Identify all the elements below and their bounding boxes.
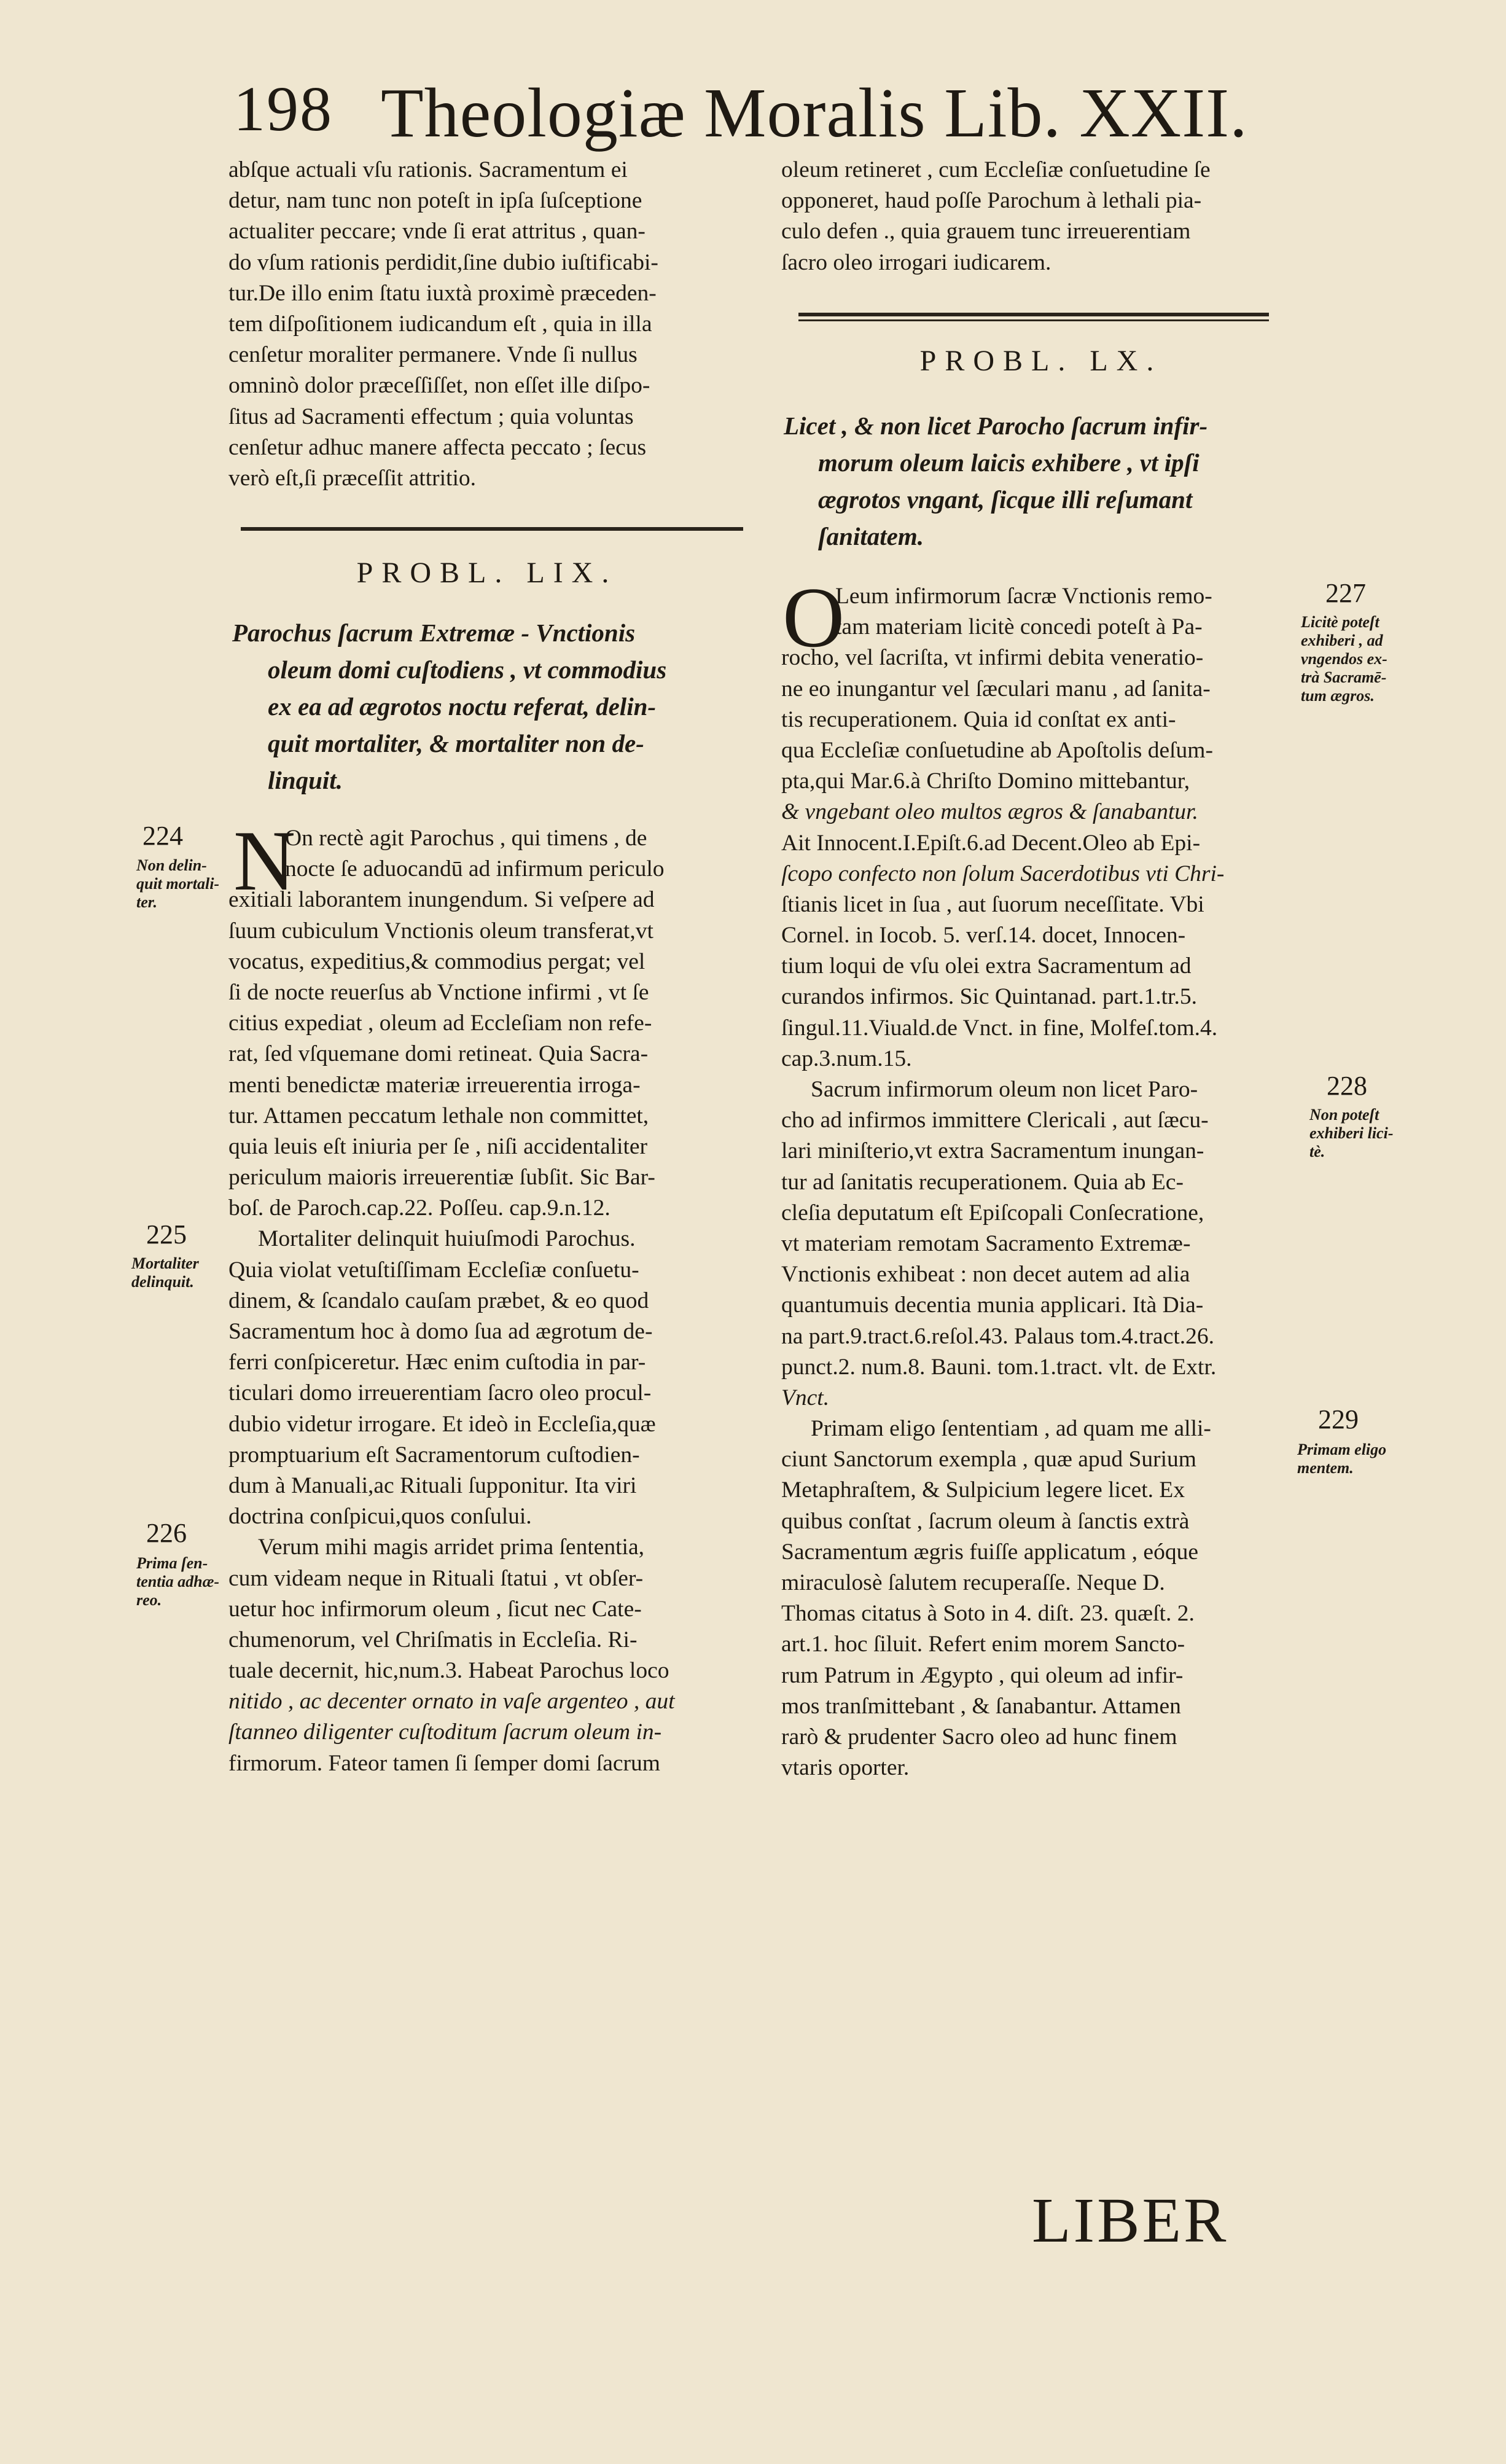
text-line: omninò dolor præceſſiſſet, non eſſet ille diſpo- (228, 373, 650, 399)
right-top-paragraph (781, 155, 1301, 278)
title-line: ſanitatem. (818, 522, 924, 550)
margin-note-228 (1309, 1106, 1393, 1161)
text-line: tuale decernit, hic,num.3. Habeat Parochus loco (228, 1658, 669, 1684)
text-line: cenſetur adhuc manere affecta peccato ; ſecus (228, 434, 647, 460)
text-line: firmorum. Fateor tamen ſi ſemper domi ſacrum (228, 1750, 660, 1776)
margin-note-line: vngendos ex- (1301, 650, 1387, 668)
margin-note-line: Non poteſt (1309, 1106, 1379, 1124)
margin-note-line: tè. (1309, 1143, 1325, 1160)
problem-heading: PROBL. LIX. (356, 557, 618, 589)
margin-note-line: ter. (136, 893, 157, 911)
margin-note-line: quit mortali- (136, 875, 220, 893)
text-line: rum Patrum in Ægypto , qui oleum ad infir- (781, 1662, 1184, 1688)
title-line: quit mortaliter, & mortaliter non de- (268, 729, 644, 757)
text-line: verò eſt,ſi præceſſit attritio. (228, 465, 477, 491)
title-line: oleum domi cuſtodiens , vt commodius (268, 655, 667, 684)
margin-note-line: mentem. (1297, 1459, 1354, 1477)
text-line: doctrina conſpicui,quos conſului. (228, 1504, 532, 1530)
text-line: dubio videtur irrogare. Et ideò in Eccleſia,quæ (228, 1411, 656, 1437)
margin-note-line: tum ægros. (1301, 687, 1375, 705)
text-line: rocho, vel ſacriſta, vt infirmi debita veneratio- (781, 645, 1204, 671)
title-line: Licet , & non licet Parocho ſacrum infir- (784, 412, 1208, 440)
text-line: Vnct. (781, 1385, 830, 1410)
section-rule (798, 313, 1269, 316)
text-line: do vſum rationis perdidit,ſine dubio iuſtificabi- (228, 249, 658, 275)
text-line: ſtanneo diligenter cuſtoditum ſacrum oleum in- (228, 1719, 662, 1745)
text-line: chumenorum, vel Chriſmatis in Eccleſia. Ri- (228, 1627, 638, 1652)
text-line: Quia violat vetuſtiſſimam Eccleſiæ conſuetu- (228, 1257, 639, 1283)
text-line: Metaphraſtem, & Sulpicium legere licet. Ex (781, 1477, 1185, 1503)
text-line: abſque actuali vſu rationis. Sacramentum ei (228, 157, 628, 182)
text-line: ſingul.11.Viuald.de Vnct. in fine, Molfeſ.tom.4. (781, 1015, 1218, 1041)
margin-note-226 (136, 1554, 219, 1609)
text-line: tur.De illo enim ſtatu iuxtà proximè præceden- (228, 280, 657, 306)
section-rule-thin (798, 319, 1269, 321)
margin-note-224 (136, 856, 219, 912)
text-line: punct.2. num.8. Bauni. tom.1.tract. vlt. de Extr. (781, 1354, 1217, 1380)
text-line: rarò & prudenter Sacro oleo ad hunc finem (781, 1724, 1177, 1750)
text-line: pta,qui Mar.6.à Chriſto Domino mittebantur, (781, 769, 1190, 794)
text-line: Leum infirmorum ſacræ Vnctionis remo- (835, 584, 1212, 609)
problem-title (784, 407, 1306, 555)
margin-number-228: 228 (1327, 1071, 1367, 1101)
margin-number-229: 229 (1318, 1404, 1359, 1434)
text-line: mos tranſmittebant , & ſanabantur. Attamen (781, 1693, 1181, 1719)
margin-note-line: trà Sacramē- (1301, 668, 1387, 686)
drop-cap: O (782, 570, 845, 665)
text-line: opponeret, haud poſſe Parochum à lethali pia- (781, 188, 1202, 214)
margin-number-227: 227 (1325, 578, 1366, 608)
text-line: Thomas citatus à Soto in 4. diſt. 23. quæſt. 2. (781, 1601, 1195, 1627)
text-line: On rectè agit Parochus , qui timens , de (285, 826, 647, 851)
title-line: linquit. (268, 766, 343, 794)
text-line: citius expediat , oleum ad Eccleſiam non refe- (228, 1011, 652, 1036)
text-line: dinem, & ſcandalo cauſam præbet, & eo quod (228, 1288, 649, 1313)
text-line: curandos infirmos. Sic Quintanad. part.1.tr.5. (781, 984, 1197, 1010)
text-line: qua Eccleſiæ conſuetudine ab Apoſtolis deſum- (781, 737, 1213, 763)
text-line: ſtianis licet in ſua , aut ſuorum neceſſitate. Vbi (781, 891, 1204, 917)
title-line: ex ea ad ægrotos noctu referat, delin- (268, 692, 657, 721)
catchword: LIBER (1032, 2185, 1229, 2256)
text-line: lari miniſterio,vt extra Sacramentum inungan- (781, 1138, 1204, 1164)
margin-note-line: Licitè poteſt (1301, 613, 1379, 631)
margin-note-line: Prima ſen- (136, 1554, 208, 1572)
margin-note-227 (1301, 613, 1387, 705)
text-line: Ait Innocent.I.Epiſt.6.ad Decent.Oleo ab Epi- (781, 830, 1201, 856)
text-line: culo defen ., quia grauem tunc irreuerentiam (781, 219, 1191, 244)
text-line: Sacrum infirmorum oleum non licet Paro- (811, 1077, 1198, 1102)
text-line: tur. Attamen peccatum lethale non committet, (228, 1103, 649, 1128)
margin-note-line: exhiberi , ad (1301, 632, 1383, 649)
title-line: Parochus ſacrum Extremæ - Vnctionis (232, 619, 636, 647)
text-line: Verum mihi magis arridet prima ſententia, (258, 1535, 644, 1560)
margin-note-line: Mortaliter (131, 1254, 199, 1272)
text-line: ſitus ad Sacramenti effectum ; quia voluntas (228, 404, 634, 429)
text-line: boſ. de Paroch.cap.22. Poſſeu. cap.9.n.12. (228, 1195, 611, 1221)
margin-number-224: 224 (142, 821, 183, 851)
text-line: Primam eligo ſententiam , ad quam me alli- (811, 1416, 1211, 1442)
problem-heading: PROBL. LX. (919, 345, 1163, 377)
margin-note-229 (1297, 1441, 1386, 1477)
text-line: Mortaliter delinquit huiuſmodi Parochus. (258, 1226, 636, 1252)
text-line: Cornel. in Iocob. 5. verſ.14. docet, Innocen- (781, 923, 1186, 948)
text-line: Sacramentum hoc à domo ſua ad ægrotum de- (228, 1319, 653, 1344)
left-top-paragraph (228, 155, 746, 494)
text-line: tam materiam licitè concedi poteſt à Pa- (835, 614, 1203, 640)
text-line: tis recuperationem. Quia id conſtat ex anti- (781, 706, 1176, 732)
text-line: dum à Manuali,ac Rituali ſupponitur. Ita viri (228, 1473, 637, 1498)
text-line: vocatus, expeditius,& commodius pergat; vel (228, 948, 646, 974)
paragraph-224 (228, 823, 746, 1779)
text-line: ciunt Sanctorum exempla , quæ apud Surium (781, 1447, 1196, 1473)
text-line: miraculosè ſalutem recuperaſſe. Neque D. (781, 1570, 1165, 1595)
text-line: actualiter peccare; vnde ſi erat attritus , quan- (228, 219, 646, 244)
page-number: 198 (233, 74, 333, 144)
text-line: exitiali laborantem inungendum. Si veſpere ad (228, 887, 655, 913)
text-line: cenſetur moraliter permanere. Vnde ſi nullus (228, 342, 638, 368)
text-line: nocte ſe aduocandū ad infirmum periculo (285, 856, 665, 882)
text-line: tur ad ſanitatis recuperationem. Quia ab Ec- (781, 1169, 1184, 1195)
text-line: art.1. hoc ſiluit. Refert enim morem Sancto- (781, 1632, 1185, 1657)
text-line: oleum retineret , cum Eccleſiæ conſuetudine ſe (781, 157, 1211, 182)
margin-note-225 (131, 1254, 199, 1291)
text-line: cho ad infirmos immittere Clericali , aut ſæcu- (781, 1108, 1209, 1133)
text-line: quia leuis eſt iniuria per ſe , niſi accidentaliter (228, 1133, 648, 1159)
text-line: vt materiam remotam Sacramento Extremæ- (781, 1230, 1191, 1256)
margin-note-line: Non delin- (136, 856, 207, 874)
problem-title (232, 614, 748, 799)
title-line: morum oleum laicis exhibere , vt ipſi (818, 448, 1200, 477)
margin-note-line: tentia adhæ- (136, 1573, 220, 1590)
text-line: tem diſpoſitionem iudicandum eſt , quia in illa (228, 311, 652, 337)
text-line: tium loqui de vſu olei extra Sacramentum ad (781, 953, 1192, 979)
text-line: ſuum cubiculum Vnctionis oleum transferat,vt (228, 918, 654, 944)
margin-note-line: Primam eligo (1297, 1441, 1387, 1458)
text-line: cleſia deputatum eſt Epiſcopali Conſecratione, (781, 1200, 1204, 1226)
title-line: ægrotos vngant, ſicque illi reſumant (818, 485, 1193, 514)
text-line: menti benedictæ materiæ irreuerentia irroga- (228, 1072, 641, 1098)
paragraph-227 (781, 581, 1301, 1783)
text-line: uetur hoc infirmorum oleum , ſicut nec Cate- (228, 1596, 642, 1622)
margin-number-225: 225 (146, 1219, 187, 1250)
text-line: vtaris oporter. (781, 1755, 910, 1781)
text-line: ſi de nocte reuerſus ab Vnctione infirmi , vt ſe (228, 979, 649, 1005)
text-line: & vngebant oleo multos ægros & ſanabantur. (781, 799, 1198, 825)
text-line: promptuarium eſt Sacramentorum cuſtodien- (228, 1442, 640, 1468)
margin-note-line: reo. (136, 1591, 162, 1609)
running-title: Theologiæ Moralis Lib. XXII. (381, 74, 1248, 152)
text-line: ſacro oleo irrogari iudicarem. (781, 249, 1051, 275)
text-line: cum videam neque in Rituali ſtatui , vt obſer- (228, 1565, 644, 1591)
text-line: na part.9.tract.6.reſol.43. Palaus tom.4.tract.26. (781, 1323, 1215, 1349)
margin-number-226: 226 (146, 1518, 187, 1548)
text-line: ferri conſpiceretur. Hæc enim cuſtodia in par- (228, 1350, 646, 1375)
drop-cap: N (233, 813, 296, 909)
text-line: quibus conſtat , ſacrum oleum à ſanctis extrà (781, 1508, 1190, 1534)
section-rule (241, 527, 743, 531)
text-line: ſcopo confecto non ſolum Sacerdotibus vti Chri- (781, 861, 1225, 886)
text-line: periculum maioris irreuerentiæ ſubſit. Sic Bar- (228, 1165, 655, 1191)
margin-note-line: exhiberi lici- (1309, 1124, 1394, 1142)
text-line: ne eo inungantur vel ſæculari manu , ad ſanita- (781, 676, 1211, 702)
text-line: ticulari domo irreuerentiam ſacro oleo procul- (228, 1380, 652, 1406)
text-line: Vnctionis exhibeat : non decet autem ad alia (781, 1262, 1190, 1288)
text-line: detur, nam tunc non poteſt in ipſa ſuſceptione (228, 188, 642, 214)
text-line: nitido , ac decenter ornato in vaſe argenteo , aut (228, 1689, 675, 1715)
text-line: cap.3.num.15. (781, 1046, 912, 1071)
text-line: quantumuis decentia munia applicari. Ità Dia- (781, 1293, 1204, 1318)
text-line: rat, ſed vſquemane domi retineat. Quia Sacra- (228, 1041, 649, 1067)
margin-note-line: delinquit. (131, 1273, 194, 1291)
text-line: Sacramentum ægris fuiſſe applicatum , eóque (781, 1539, 1198, 1565)
